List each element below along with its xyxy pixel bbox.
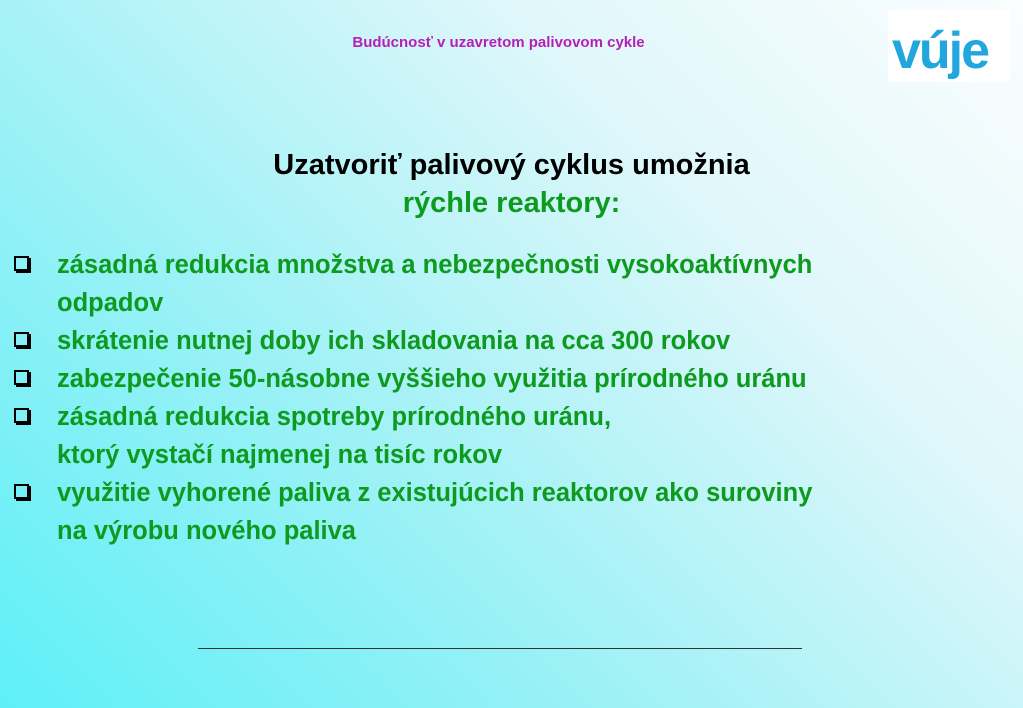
footer-divider [198,648,802,649]
bullet-text: využitie vyhorené paliva z existujúcich reaktorov ako suroviny [57,479,813,507]
vuje-logo [888,10,1010,82]
main-title [0,148,1023,220]
bullet-list [12,246,1012,550]
bullet-text-continuation: odpadov [57,289,164,317]
bullet-text-continuation: ktorý vystačí najmenej na tisíc rokov [57,441,503,469]
checkbox-square-icon [14,408,29,423]
bullet-text: zabezpečenie 50-násobne vyššieho využitia prírodného uránu [57,365,807,393]
bullet-text-continuation: na výrobu nového paliva [57,517,356,545]
bullet-item [12,398,1012,474]
bullet-text: zásadná redukcia spotreby prírodného uránu, [57,403,612,431]
bullet-text: skrátenie nutnej doby ich skladovania na cca 300 rokov [57,327,731,355]
bullet-item [12,474,1012,550]
checkbox-square-icon [14,370,29,385]
header-title: Budúcnosť v uzavretom palivovom cykle [352,34,645,51]
checkbox-square-icon [14,256,29,271]
bullet-item [12,360,1012,398]
title-line-2: rýchle reaktory: [402,187,621,219]
bullet-text: zásadná redukcia množstva a nebezpečnosti vysokoaktívnych [57,251,813,279]
title-line-1: Uzatvoriť palivový cyklus umožnia [273,149,750,181]
bullet-item [12,322,1012,360]
checkbox-square-icon [14,484,29,499]
checkbox-square-icon [14,332,29,347]
logo-text: vúje [892,22,989,80]
bullet-item [12,246,1012,322]
